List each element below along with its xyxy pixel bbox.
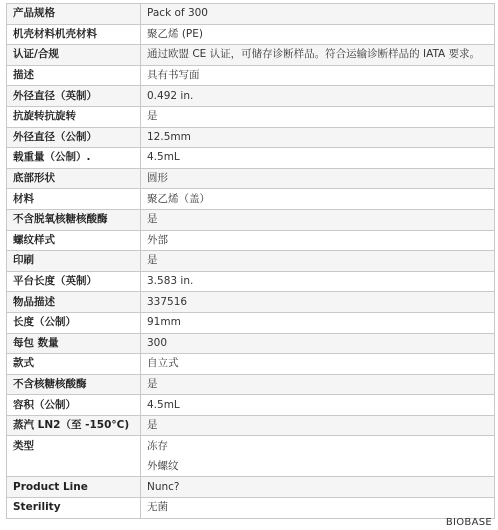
- spec-row: [7, 127, 495, 148]
- spec-row: [7, 498, 495, 519]
- spec-key: 底部形状: [7, 168, 141, 189]
- spec-key: 印刷: [7, 251, 141, 272]
- spec-row: [7, 168, 495, 189]
- spec-value: 无菌: [141, 498, 495, 519]
- spec-row: [7, 148, 495, 169]
- spec-value: 是: [141, 106, 495, 127]
- spec-row: [7, 45, 495, 66]
- spec-key: 物品描述: [7, 292, 141, 313]
- spec-key: 容积（公制）: [7, 395, 141, 416]
- spec-row: [7, 271, 495, 292]
- spec-row: [7, 230, 495, 251]
- spec-row: [7, 415, 495, 436]
- spec-row: [7, 333, 495, 354]
- spec-value: 是: [141, 209, 495, 230]
- watermark-text: BIOBASE: [445, 517, 492, 528]
- spec-key: 材料: [7, 189, 141, 210]
- spec-value: 外部: [141, 230, 495, 251]
- spec-key: 款式: [7, 354, 141, 375]
- spec-row: [7, 4, 495, 25]
- spec-value: 3.583 in.: [141, 271, 495, 292]
- spec-key: 外径直径（公制）: [7, 127, 141, 148]
- spec-table: [6, 3, 495, 519]
- spec-value: [141, 436, 495, 477]
- spec-row: [7, 251, 495, 272]
- spec-key: 螺纹样式: [7, 230, 141, 251]
- spec-key: 机壳材料机壳材料: [7, 24, 141, 45]
- spec-key: 每包 数量: [7, 333, 141, 354]
- spec-value: 337516: [141, 292, 495, 313]
- spec-value: Pack of 300: [141, 4, 495, 25]
- spec-row: [7, 354, 495, 375]
- spec-row: [7, 477, 495, 498]
- spec-value: 300: [141, 333, 495, 354]
- spec-value-line: 冻存: [147, 440, 168, 453]
- spec-row: [7, 209, 495, 230]
- spec-key: 外径直径（英制）: [7, 86, 141, 107]
- spec-value: 圆形: [141, 168, 495, 189]
- spec-key: 不含核糖核酸酶: [7, 374, 141, 395]
- spec-key: 蒸汽 LN2（至 -150°C): [7, 415, 141, 436]
- spec-key: 载重量（公制）.: [7, 148, 141, 169]
- spec-key: 描述: [7, 65, 141, 86]
- spec-value: 是: [141, 374, 495, 395]
- spec-value: 是: [141, 251, 495, 272]
- spec-value: 是: [141, 415, 495, 436]
- spec-value: 0.492 in.: [141, 86, 495, 107]
- spec-key: 类型: [7, 436, 141, 477]
- spec-row: [7, 436, 495, 477]
- spec-table-body: [7, 4, 495, 519]
- spec-value: 通过欧盟 CE 认证，可储存诊断样品。符合运输诊断样品的 IATA 要求。: [141, 45, 495, 66]
- spec-row: [7, 395, 495, 416]
- spec-row: [7, 312, 495, 333]
- spec-value: 聚乙烯 (PE): [141, 24, 495, 45]
- spec-key: 平台长度（英制）: [7, 271, 141, 292]
- spec-key: 认证/合规: [7, 45, 141, 66]
- spec-value: 12.5mm: [141, 127, 495, 148]
- spec-value: 聚乙烯（盖）: [141, 189, 495, 210]
- spec-key: 长度（公制）: [7, 312, 141, 333]
- spec-row: [7, 86, 495, 107]
- spec-key: 不含脱氧核糖核酸酶: [7, 209, 141, 230]
- spec-row: [7, 106, 495, 127]
- spec-value: 自立式: [141, 354, 495, 375]
- spec-key: Sterility: [7, 498, 141, 519]
- spec-row: [7, 292, 495, 313]
- spec-row: [7, 65, 495, 86]
- spec-row: [7, 189, 495, 210]
- spec-value: 4.5mL: [141, 395, 495, 416]
- spec-value: 具有书写面: [141, 65, 495, 86]
- spec-key: 产品规格: [7, 4, 141, 25]
- spec-key: Product Line: [7, 477, 141, 498]
- spec-value: Nunc?: [141, 477, 495, 498]
- spec-key: 抗旋转抗旋转: [7, 106, 141, 127]
- spec-value: 4.5mL: [141, 148, 495, 169]
- spec-value: 91mm: [141, 312, 495, 333]
- spec-value-line: 外螺纹: [147, 460, 179, 473]
- spec-row: [7, 24, 495, 45]
- spec-row: [7, 374, 495, 395]
